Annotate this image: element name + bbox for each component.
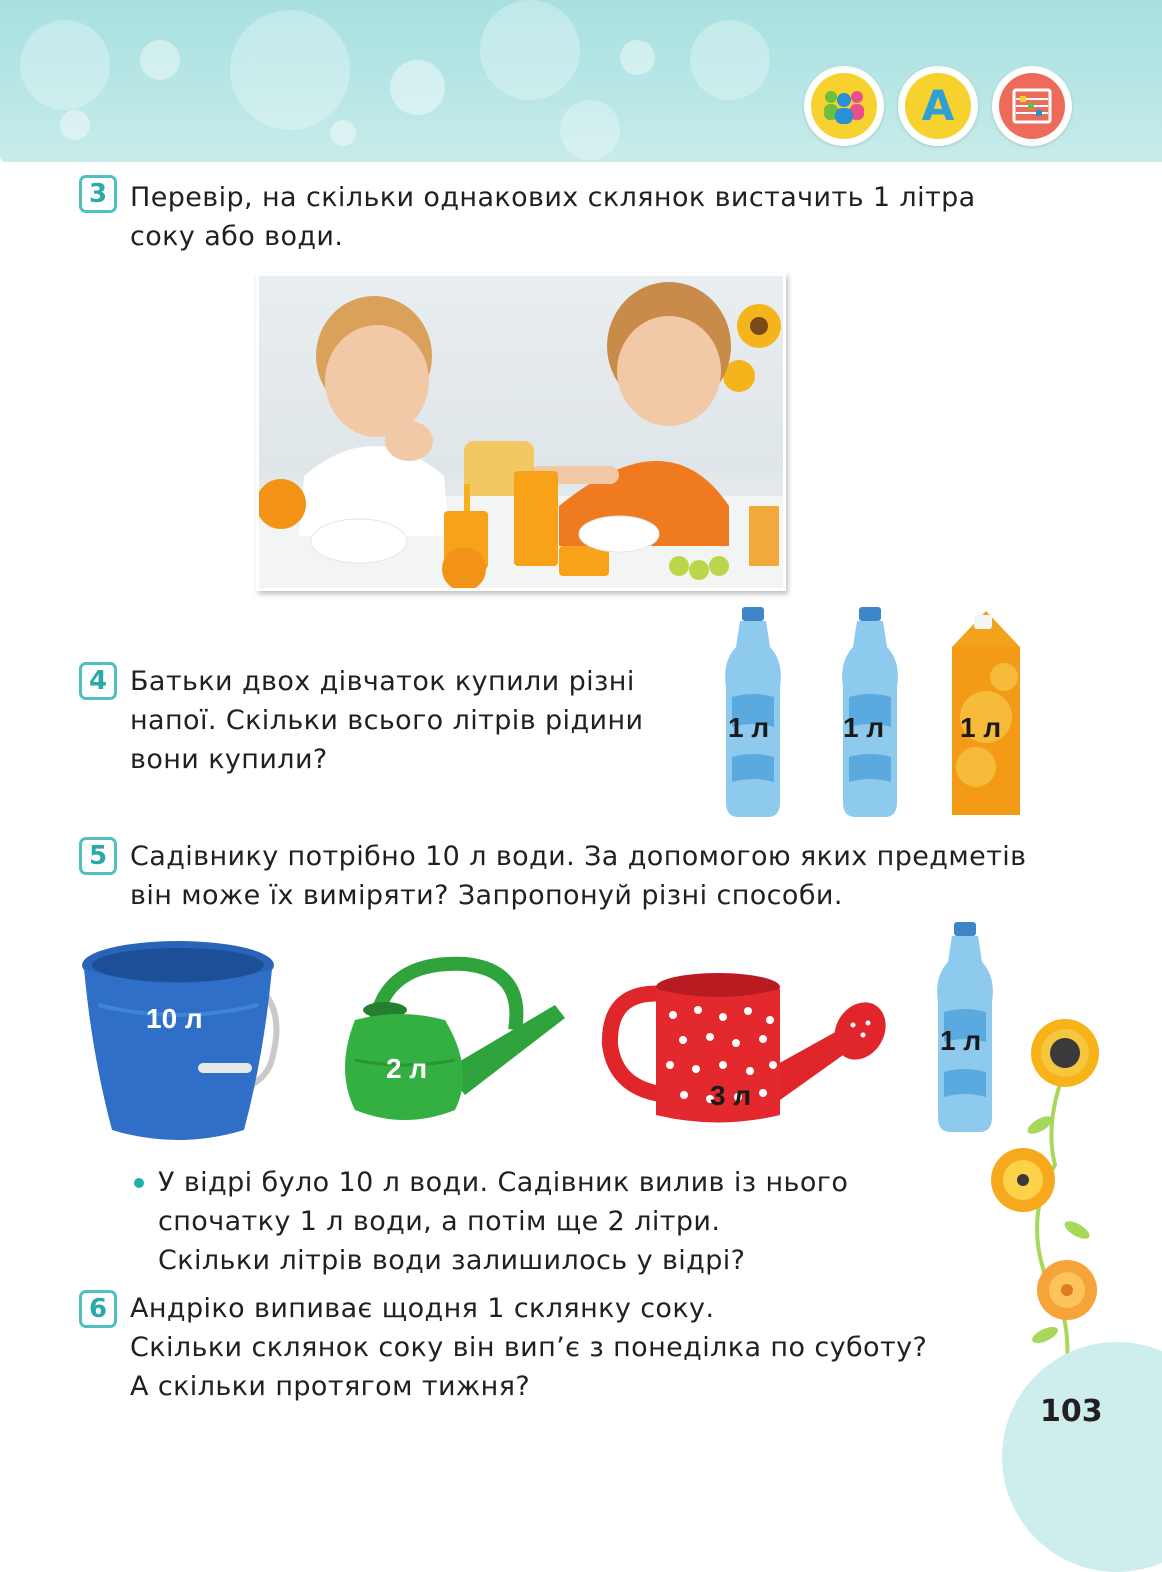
task-3-line: соку або води. — [130, 221, 344, 252]
bucket-icon — [78, 935, 288, 1147]
decor-bubble — [140, 40, 180, 80]
decor-bubble — [480, 0, 580, 100]
header-icons — [804, 66, 1072, 146]
task-6-line: Скільки склянок соку він вип’є з понеділка по суботу? — [130, 1332, 928, 1363]
abacus-icon — [992, 66, 1072, 146]
task-number-6: 6 — [79, 1290, 117, 1328]
task-5-subtask-line: спочатку 1 л води, а потім ще 2 літри. — [158, 1206, 721, 1237]
decor-bubble — [230, 10, 350, 130]
reading-letter-icon — [898, 66, 978, 146]
volume-label: 2 л — [386, 1053, 428, 1084]
task-6-line: А скільки протягом тижня? — [130, 1371, 531, 1402]
task-5-line: він може їх виміряти? Запропонуй різні способи. — [130, 880, 843, 911]
decor-bubble — [20, 20, 110, 110]
children-pouring-juice-photo — [256, 273, 786, 591]
volume-label: 3 л — [710, 1080, 752, 1111]
task-number-3: 3 — [79, 175, 117, 213]
task-4-line: вони купили? — [130, 744, 328, 775]
task-3-text — [130, 178, 976, 256]
task-4-text — [130, 662, 643, 779]
volume-label: 1 л — [843, 712, 885, 743]
letter-a: A — [921, 81, 955, 130]
volume-label: 10 л — [146, 1003, 203, 1034]
task-5-line: Садівнику потрібно 10 л води. За допомогою яких предметів — [130, 841, 1027, 872]
green-watering-can-icon — [315, 950, 570, 1130]
task-4-line: напої. Скільки всього літрів рідини — [130, 705, 644, 736]
task-5-subtask-line: У відрі було 10 л води. Садівник вилив із нього — [158, 1167, 849, 1198]
volume-label: 1 л — [940, 1025, 982, 1056]
decor-bubble — [60, 110, 90, 140]
sunflower-decoration-icon — [985, 1015, 1110, 1395]
volume-label: 1 л — [960, 712, 1002, 743]
task-5-subtask-text — [158, 1163, 848, 1280]
task-number-5: 5 — [79, 837, 117, 875]
bullet-marker — [134, 1178, 144, 1188]
task-5-text — [130, 837, 1026, 915]
decor-bubble — [690, 20, 770, 100]
decor-bubble — [560, 100, 620, 160]
page-number: 103 — [1040, 1394, 1103, 1429]
task-4-line: Батьки двох дівчаток купили різні — [130, 666, 635, 697]
task-5-subtask-line: Скільки літрів води залишилось у відрі? — [158, 1245, 746, 1276]
decor-bubble — [330, 120, 356, 146]
task-6-line: Андріко випиває щодня 1 склянку соку. — [130, 1293, 715, 1324]
task-3-line: Перевір, на скільки однакових склянок вистачить 1 літра — [130, 182, 976, 213]
decor-bubble — [620, 40, 655, 75]
decor-bubble — [390, 60, 445, 115]
volume-label: 1 л — [728, 712, 770, 743]
header-band — [0, 0, 1162, 162]
group-work-icon — [804, 66, 884, 146]
task-number-4: 4 — [79, 662, 117, 700]
task-6-text — [130, 1289, 927, 1406]
